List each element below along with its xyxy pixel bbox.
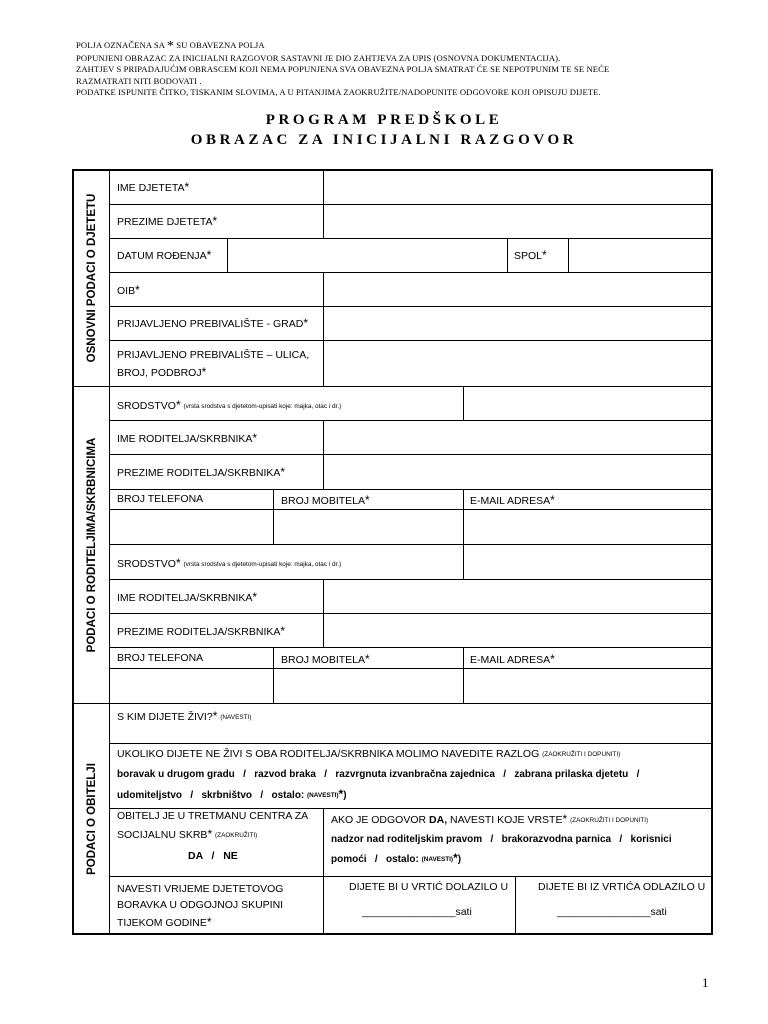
parent2-first-name-label: IME RODITELJA/SKRBNIKA* bbox=[117, 590, 258, 604]
if-yes-label: AKO JE ODGOVOR DA, NAVESTI KOJE VRSTE* (ZAOKRUŽITI I DOPUNITI) bbox=[331, 812, 649, 826]
parent2-phone-label: BROJ TELEFONA bbox=[117, 652, 204, 664]
child-last-name-label: PREZIME DJETETA* bbox=[117, 214, 218, 228]
parent1-last-name-field[interactable] bbox=[324, 455, 712, 489]
note-line: RAZMATRATI NITI BODOVATI . bbox=[76, 75, 202, 86]
parent2-relation-label: SRODSTVO* (vrsta srodstva s djetetom-upisati koje: majka, otac i dr.) bbox=[117, 556, 342, 570]
child-sex-field[interactable] bbox=[569, 239, 712, 272]
child-res-street-label: PRIJAVLJENO PREBIVALIŠTE – ULICA, bbox=[117, 349, 310, 361]
parent1-relation-label: SRODSTVO* (vrsta srodstva s djetetom-upisati koje: majka, otac i dr.) bbox=[117, 398, 342, 412]
child-oib-field[interactable] bbox=[324, 273, 712, 306]
time-label: NAVESTI VRIJEME DJETETOVOG bbox=[117, 883, 284, 895]
time-label-2: BORAVKA U ODGOJNOJ SKUPINI bbox=[117, 899, 284, 911]
lives-with-label[interactable]: S KIM DIJETE ŽIVI?* (NAVESTI) bbox=[117, 709, 252, 723]
note-required bbox=[76, 40, 736, 53]
time-label-3: TIJEKOM GODINE* bbox=[117, 915, 212, 929]
arrive-label: DIJETE BI U VRTIĆ DOLAZILO U bbox=[349, 881, 509, 893]
child-first-name-label: IME DJETETA* bbox=[117, 180, 190, 194]
section-child bbox=[74, 170, 110, 386]
child-oib-label: OIB* bbox=[117, 283, 140, 297]
child-res-street-label-2: BROJ, PODBROJ* bbox=[117, 365, 207, 379]
parent2-mobile-label: BROJ MOBITELA* bbox=[281, 652, 370, 666]
reason-options-2[interactable]: udomiteljstvo / skrbništvo / ostalo: (NAVESTI)*) bbox=[117, 787, 347, 801]
parent2-first-name-field[interactable] bbox=[324, 580, 712, 613]
instructions bbox=[76, 40, 736, 99]
leave-hours-field[interactable]: ________________sati bbox=[557, 906, 667, 918]
parent1-first-name-field[interactable] bbox=[324, 421, 712, 454]
child-first-name-field[interactable] bbox=[324, 171, 712, 204]
section-separator bbox=[73, 703, 712, 704]
section-label: OSNOVNI PODACI O DJETETU bbox=[86, 193, 98, 363]
parent2-email-label: E-MAIL ADRESA* bbox=[470, 652, 555, 666]
parent1-email-field[interactable] bbox=[464, 510, 712, 544]
parent1-mobile-label: BROJ MOBITELA* bbox=[281, 493, 370, 507]
csw-label-2: SOCIJALNU SKRB* (ZAOKRUŽITI) bbox=[117, 827, 258, 841]
parent2-mobile-field[interactable] bbox=[274, 669, 463, 703]
parent2-last-name-label: PREZIME RODITELJA/SKRBNIKA* bbox=[117, 624, 286, 638]
section-separator bbox=[73, 386, 712, 387]
child-res-city-field[interactable] bbox=[324, 307, 712, 340]
section-label: PODACI O RODITELJIMA/SKRBNICIMA bbox=[86, 437, 98, 653]
row-line bbox=[110, 876, 712, 877]
note-line: ZAHTJEV S PRIPADAJUĆIM OBRASCEM KOJI NEMA POPUNJENA SVA OBAVEZNA POLJA SMATRAT ĆE SE NEPOTPUNIM TE SE NEĆE bbox=[76, 64, 610, 75]
parent1-phone-label: BROJ TELEFONA bbox=[117, 493, 204, 505]
reason-options[interactable]: boravak u drugom gradu / razvod braka / razvrgnuta izvanbračna zajednica / zabrana prilaska djetetu / bbox=[117, 769, 640, 780]
col-line bbox=[507, 238, 508, 272]
row-line bbox=[110, 743, 712, 744]
parent1-first-name-label: IME RODITELJA/SKRBNIKA* bbox=[117, 431, 258, 445]
child-res-street-field[interactable] bbox=[324, 341, 712, 386]
col-line bbox=[323, 808, 324, 934]
child-dob-field[interactable] bbox=[228, 239, 507, 272]
child-res-city-label: PRIJAVLJENO PREBIVALIŠTE - GRAD* bbox=[117, 316, 308, 330]
arrive-hours-field[interactable]: ________________sati bbox=[362, 906, 472, 918]
note-line: PODATKE ISPUNITE ČITKO, TISKANIM SLOVIMA, A U PITANJIMA ZAOKRUŽITE/NADOPUNITE ODGOVORE KOJI OPISUJU DIJETE. bbox=[76, 87, 601, 98]
note-text: SU OBAVEZNA POLJA bbox=[176, 40, 265, 50]
page-title: PROGRAM PREDŠKOLE bbox=[265, 112, 503, 128]
page-subtitle: OBRAZAC ZA INICIJALNI RAZGOVOR bbox=[190, 132, 578, 148]
note-text: POLJA OZNAČENA SA bbox=[76, 40, 165, 50]
leave-label: DIJETE BI IZ VRTIĆA ODLAZILO U bbox=[538, 881, 706, 893]
row-line bbox=[110, 489, 712, 490]
if-yes-options[interactable]: nadzor nad roditeljskim pravom / brakorazvodna parnica / korisnici bbox=[331, 834, 672, 845]
parent2-relation-field[interactable] bbox=[464, 545, 712, 579]
csw-label: OBITELJ JE U TRETMANU CENTRA ZA bbox=[117, 810, 309, 822]
row-line bbox=[110, 647, 712, 648]
required-star: * bbox=[166, 39, 174, 54]
parent1-phone-field[interactable] bbox=[110, 510, 273, 544]
row-line bbox=[110, 808, 712, 809]
parent2-email-field[interactable] bbox=[464, 669, 712, 703]
section-parents bbox=[74, 387, 110, 703]
child-dob-label: DATUM ROĐENJA* bbox=[117, 248, 212, 262]
child-last-name-field[interactable] bbox=[324, 205, 712, 238]
page-number: 1 bbox=[702, 975, 709, 990]
section-label: PODACI O OBITELJI bbox=[86, 763, 98, 875]
child-sex-label: SPOL* bbox=[514, 248, 547, 262]
parent2-last-name-field[interactable] bbox=[324, 614, 712, 647]
csw-answer[interactable]: DA / NE bbox=[188, 850, 238, 862]
parent1-email-label: E-MAIL ADRESA* bbox=[470, 493, 555, 507]
note-line: POPUNJENI OBRAZAC ZA INICIJALNI RAZGOVOR SASTAVNI JE DIO ZAHTJEVA ZA UPIS (OSNOVNA DOKUMENTACIJA). bbox=[76, 52, 561, 63]
parent1-relation-field[interactable] bbox=[464, 388, 712, 420]
parent1-last-name-label: PREZIME RODITELJA/SKRBNIKA* bbox=[117, 465, 286, 479]
parent1-mobile-field[interactable] bbox=[274, 510, 463, 544]
reason-label: UKOLIKO DIJETE NE ŽIVI S OBA RODITELJA/SKRBNIKA MOLIMO NAVEDITE RAZLOG (ZAOKRUŽITI I DOPUNITI) bbox=[117, 748, 621, 760]
section-family bbox=[74, 704, 110, 934]
parent2-phone-field[interactable] bbox=[110, 669, 273, 703]
if-yes-options-2[interactable]: pomoći / ostalo: (NAVESTI)*) bbox=[331, 851, 462, 865]
col-line bbox=[515, 876, 516, 934]
